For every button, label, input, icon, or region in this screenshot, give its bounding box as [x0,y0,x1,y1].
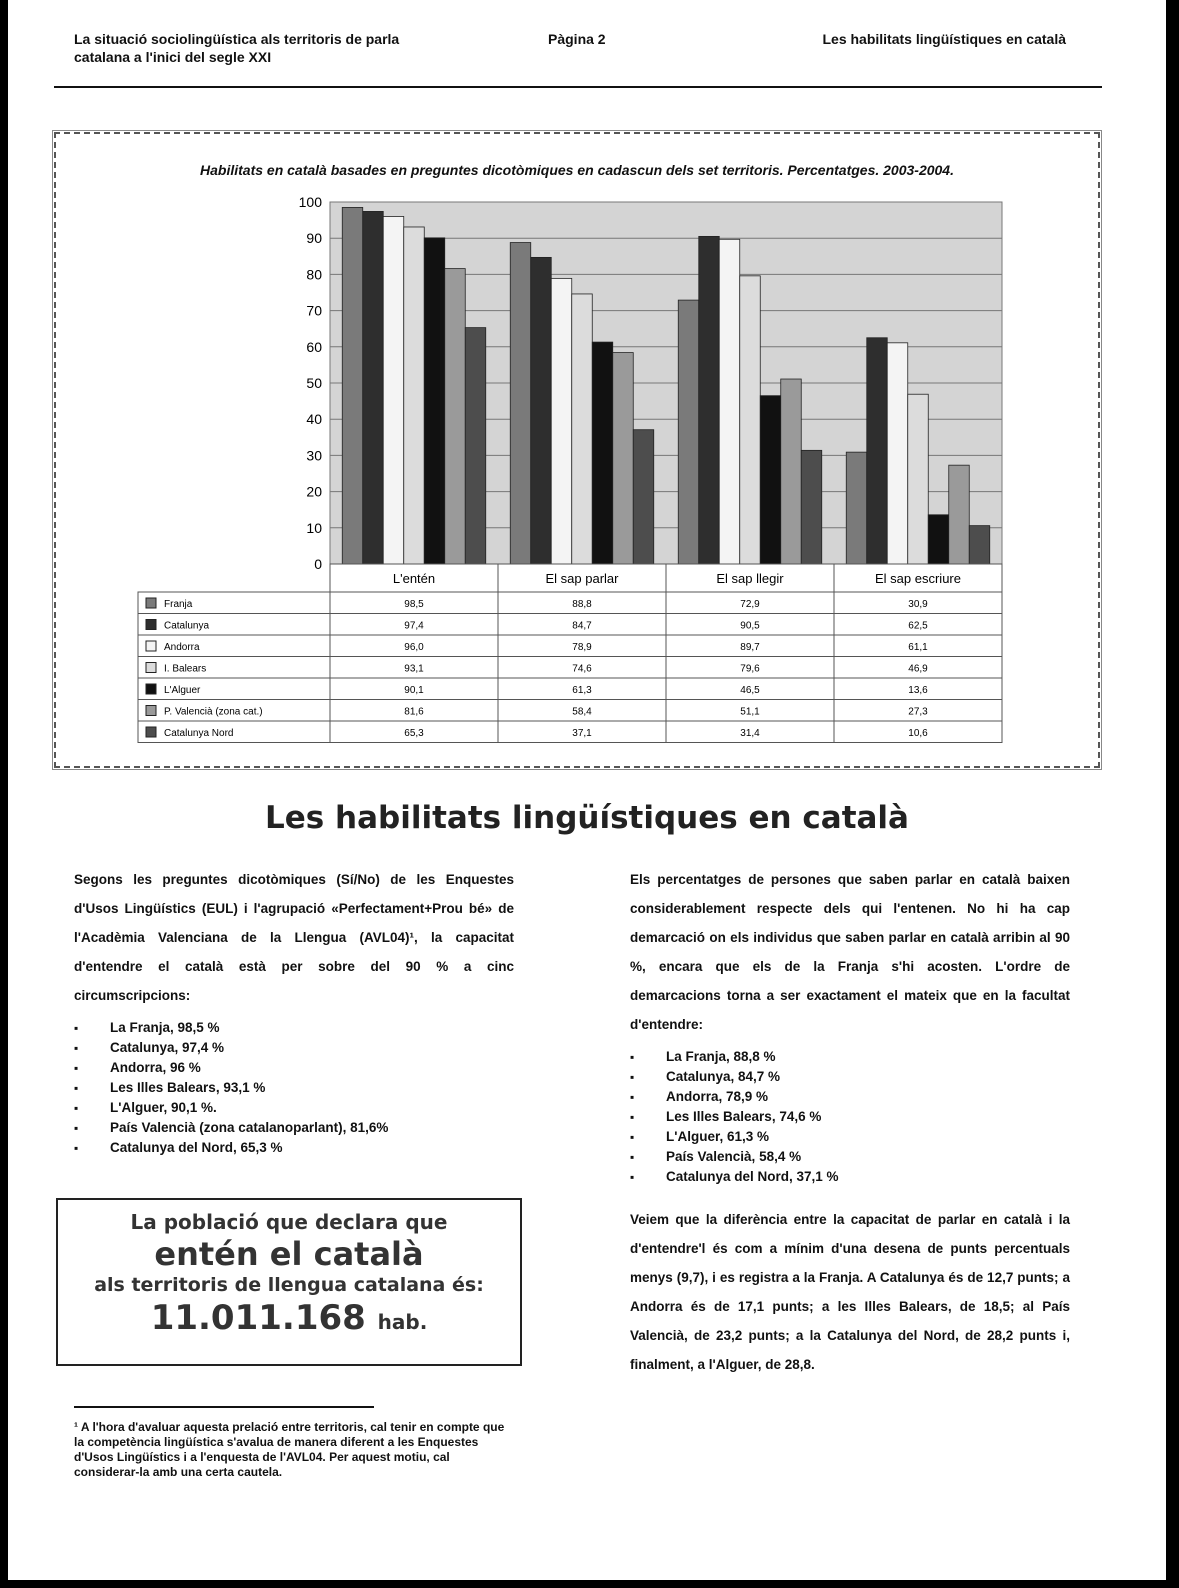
list-item: ▪ Catalunya, 97,4 % [74,1038,514,1058]
list-item: ▪ La Franja, 88,8 % [630,1047,1070,1067]
list-item: ▪ Andorra, 78,9 % [630,1087,1070,1107]
bar [551,278,572,564]
data-label: 46,5 [740,685,760,696]
table-row [138,721,1002,743]
bar [383,216,404,564]
bar [572,294,593,564]
bar [949,465,970,564]
data-label: 81,6 [404,706,424,718]
table-row [138,657,1002,679]
y-tick-label: 80 [306,266,322,283]
callout-line-1: La població que declara que [130,1210,448,1234]
data-label: 65,3 [404,728,424,739]
left-intro-paragraph: Segons les preguntes dicotòmiques (Sí/No) de les Enquestes d'Usos Lingüístics (EUL) i l'agrupació «Perfectament+Prou bé» de l'Acadèmia Valenciana de la Llengua (AVL04)¹, la capacitat d'entendre el català està per sobre del 90 % a cinc circumscripcions: [74,872,514,1003]
y-tick-label: 70 [306,302,322,319]
data-label: 51,1 [740,706,760,718]
bar [445,269,466,564]
list-item: ▪ País Valencià, 58,4 % [630,1147,1070,1167]
data-label: 31,4 [740,728,760,739]
list-item: ▪ La Franja, 98,5 % [74,1018,514,1038]
data-label: 61,1 [908,642,928,653]
data-label: 10,6 [908,728,928,739]
population-callout-box [56,1198,522,1366]
header-page-number: Pàgina 2 [548,31,606,47]
list-item: ▪ L'Alguer, 90,1 %. [74,1098,514,1118]
data-label: 30,9 [908,599,928,610]
data-label: 46,9 [908,663,928,675]
bar [678,300,699,564]
bar [592,342,613,564]
bar [781,379,802,564]
legend-label: Catalunya [164,620,210,632]
population-number: 11.011.168 [150,1298,366,1338]
legend-swatch [146,706,156,716]
data-label: 96,0 [404,642,424,653]
bar [801,450,822,564]
header-section-title: Les habilitats lingüístiques en català [822,31,1066,47]
chart-title: Habilitats en català basades en preguntes dicotòmiques en cadascun dels set territoris. Percentatges. 2003-2004. [200,162,954,178]
population-unit: hab. [377,1310,428,1334]
understand-list [74,1018,514,1158]
list-item: ▪ Catalunya del Nord, 65,3 % [74,1138,514,1158]
bar [424,238,445,564]
table-row [138,614,1002,636]
left-column [74,865,514,1176]
list-item: ▪ Catalunya del Nord, 37,1 % [630,1167,1070,1187]
callout-line-2: entén el català [154,1235,424,1273]
y-tick-label: 0 [314,556,322,572]
bar [510,243,531,564]
legend-label: Andorra [164,642,200,653]
y-tick-label: 100 [298,194,322,210]
y-tick-label: 30 [306,447,322,464]
data-label: 58,4 [572,706,592,718]
y-tick-label: 90 [306,230,322,247]
list-item: ▪ Les Illes Balears, 93,1 % [74,1078,514,1098]
bar [969,526,990,564]
bar [699,236,720,564]
list-item: ▪ L'Alguer, 61,3 % [630,1127,1070,1147]
legend-label: Franja [164,599,193,610]
chart-figure [54,132,1100,768]
right-intro-paragraph: Els percentatges de persones que saben parlar en català baixen considerablement respecte dels qui l'entenen. No hi ha cap demarcació on els individus que saben parlar en català arribin al 90 %, encara que els de la Franja s'hi acosten. L'ordre de demarcacions torna a ser exactament el mateix que en la facultat d'entendre: [630,872,1070,1032]
category-label: El sap parlar [545,571,619,586]
bar [342,207,363,564]
data-label: 27,3 [908,706,928,718]
legend-label: P. Valencià (zona cat.) [164,706,263,718]
list-item: ▪ País Valencià (zona catalanoparlant), 81,6% [74,1118,514,1138]
legend-swatch [146,727,156,737]
bar [465,328,486,564]
legend-label: I. Balears [164,663,207,675]
category-label: El sap escriure [875,571,961,586]
data-label: 97,4 [404,620,424,632]
bar [719,239,740,564]
bar-chart [56,134,1098,766]
callout-population [58,1296,520,1344]
list-item: ▪ Les Illes Balears, 74,6 % [630,1107,1070,1127]
category-label: L'entén [392,571,436,586]
data-label: 98,5 [404,599,424,610]
right-outro-paragraph: Veiem que la diferència entre la capacitat de parlar en català i la d'entendre'l és com a mínim d'una desena de punts percentuals menys (9,7), i es registra a la Franja. A Catalunya és de 12,7 punts; a Andorra és de 17,1 punts; a les Illes Balears, de 18,5; al País Valencià, de 23,2 punts; a la Catalunya del Nord, de 28,2 punts i, finalment, a l'Alguer, de 28,8. [630,1212,1070,1372]
list-item: ▪ Catalunya, 84,7 % [630,1067,1070,1087]
bar [867,338,888,564]
legend-swatch [146,598,156,608]
data-label: 62,5 [908,620,928,632]
bar [760,396,781,564]
y-tick-label: 50 [306,375,322,391]
bar [633,430,654,564]
footnote-rule [74,1406,374,1408]
legend-label: Catalunya Nord [164,728,234,739]
data-label: 90,1 [404,685,424,696]
legend-swatch [146,684,156,694]
bar [928,515,949,564]
bar [908,394,929,564]
y-tick-label: 60 [306,338,322,355]
data-label: 89,7 [740,642,760,653]
data-label: 61,3 [572,685,592,696]
bar [613,353,634,564]
y-tick-label: 10 [306,519,322,536]
header-document-title: La situació sociolingüística als territoris de parla catalana a l'inici del segle XXI [74,31,400,65]
data-label: 88,8 [572,599,592,610]
document-page [8,0,1166,1580]
bar [531,257,552,564]
data-label: 90,5 [740,620,760,632]
header-rule [54,86,1102,88]
table-row [138,700,1002,722]
data-label: 37,1 [572,728,592,739]
bar [740,276,761,564]
footnote: ¹ A l'hora d'avaluar aquesta prelació entre territoris, cal tenir en compte que la competència lingüística s'avalua de manera diferent a les Enquestes d'Usos Lingüístics i a l'enquesta de l'AVL04. Per aquest motiu, cal considerar-la amb una certa cautela. [74,1420,505,1479]
bar [846,452,867,564]
bar [887,343,908,564]
bar [363,211,384,564]
legend-swatch [146,663,156,673]
data-label: 74,6 [572,663,592,675]
table-row [138,635,1002,657]
list-item: ▪ Andorra, 96 % [74,1058,514,1078]
legend-swatch [146,641,156,651]
category-label: El sap llegir [716,571,784,586]
data-label: 93,1 [404,663,424,675]
data-label: 13,6 [908,685,928,696]
y-tick-label: 20 [306,483,322,500]
table-row [138,592,1002,614]
data-label: 72,9 [740,599,760,610]
legend-label: L'Alguer [164,685,201,696]
data-label: 84,7 [572,620,592,632]
right-column [630,865,1070,1387]
data-label: 79,6 [740,663,760,675]
y-tick-label: 40 [306,411,322,428]
speak-list [630,1047,1070,1187]
data-label: 78,9 [572,642,592,653]
bar [404,227,425,564]
legend-swatch [146,620,156,630]
section-title: Les habilitats lingüístiques en català [265,800,909,836]
callout-line-3: als territoris de llengua catalana és: [94,1274,484,1296]
table-row [138,678,1002,700]
